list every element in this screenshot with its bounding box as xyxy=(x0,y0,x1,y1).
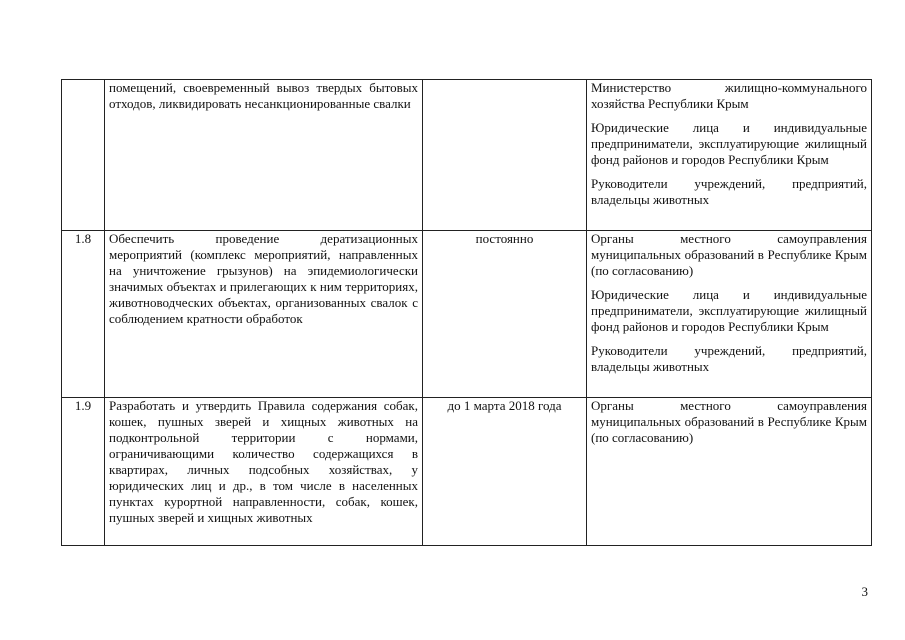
row-responsible xyxy=(587,398,872,546)
page-number: 3 xyxy=(861,584,868,599)
row-action: Разработать и утвердить Правила содержания собак, кошек, пушных зверей и хищных животных на подконтрольной территории с нормами, ограничивающими количество содержащихся в квартирах, личных подсобных хозяйствах, у юридических лиц и др., в том числе в населенных пунктах курортной направленности, собак, кошек, пушных зверей и хищных животных xyxy=(105,398,423,546)
row-term: постоянно xyxy=(423,231,587,398)
table-row xyxy=(62,231,872,398)
table-row xyxy=(62,80,872,231)
row-action: помещений, своевременный вывоз твердых бытовых отходов, ликвидировать несанкционированные свалки xyxy=(105,80,423,231)
responsible-item: Юридические лица и индивидуальные предприниматели, эксплуатирующие жилищный фонд районов и городов Республики Крым xyxy=(591,120,867,167)
row-number xyxy=(62,80,105,231)
responsible-item: Органы местного самоуправления муниципальных образований в Республике Крым (по согласованию) xyxy=(591,398,867,445)
row-term: до 1 марта 2018 года xyxy=(423,398,587,546)
row-responsible xyxy=(587,80,872,231)
row-number: 1.8 xyxy=(62,231,105,398)
responsible-item: Руководители учреждений, предприятий, владельцы животных xyxy=(591,343,867,374)
row-action: Обеспечить проведение дератизационных мероприятий (комплекс мероприятий, направленных на уничтожение грызунов) на эпидемиологически значимых объектах и прилегающих к ним территориях, животноводческих объектах, организованных свалок с соблюдением кратности обработок xyxy=(105,231,423,398)
row-number: 1.9 xyxy=(62,398,105,546)
table-row xyxy=(62,398,872,546)
responsible-item: Министерство жилищно-коммунального хозяйства Республики Крым xyxy=(591,80,867,111)
row-responsible xyxy=(587,231,872,398)
responsible-item: Органы местного самоуправления муниципальных образований в Республике Крым (по согласованию) xyxy=(591,231,867,278)
responsible-item: Юридические лица и индивидуальные предприниматели, эксплуатирующие жилищный фонд районов и городов Республики Крым xyxy=(591,287,867,334)
measures-table xyxy=(61,79,872,546)
row-term xyxy=(423,80,587,231)
responsible-item: Руководители учреждений, предприятий, владельцы животных xyxy=(591,176,867,207)
